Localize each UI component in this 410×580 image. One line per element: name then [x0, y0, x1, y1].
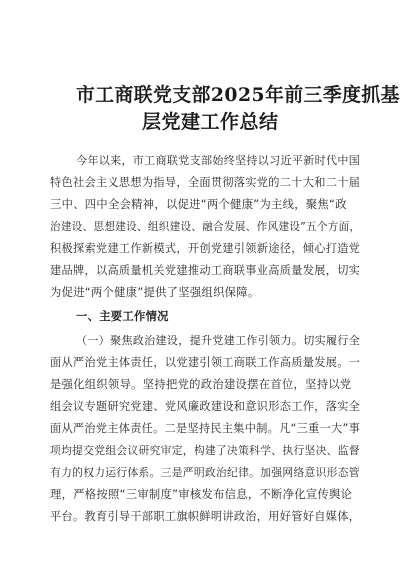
paragraph-line: 项均提交党组会议研究审定，构建了决策科学、执行坚决、监督 [50, 444, 360, 457]
paragraph-line: 三中、四中全会精神，以促进“两个健康”为主线，聚焦“政 [50, 198, 347, 211]
paragraph-line: 是强化组织领导。坚持把党的政治建设摆在首位，坚持以党 [50, 378, 352, 391]
paragraph-line: 面从严治党主体责任，以党建引领工商联工作高质量发展。一 [50, 356, 361, 369]
paragraph-line: 积极探索党建工作新模式，开创党建引领新途径，倾心打造党 [50, 242, 361, 255]
paragraph-line: 理，严格按照“三审制度”审核发布信息，不断净化宣传舆论 [50, 488, 353, 501]
paragraph-line: 今年以来，市工商联党支部始终坚持以习近平新时代中国 [76, 154, 361, 167]
paragraph-line: 为促进“两个健康”提供了坚强组织保障。 [50, 286, 260, 299]
paragraph-line: （一）聚焦政治建设，提升党建工作引领力。切实履行全 [76, 334, 361, 347]
paragraph-line: 平台。教育引导干部职工旗帜鲜明讲政治，用好管好自媒体， [50, 510, 361, 523]
paragraph-line: 面从严治党主体责任。二是坚持民主集中制。凡“三重一大”事 [50, 422, 361, 435]
paragraph-line: 建品牌，以高质量机关党建推动工商联事业高质量发展，切实 [50, 264, 361, 277]
title-line-1: 市工商联党支部2025年前三季度抓基 [76, 84, 400, 106]
paragraph-line: 治建设、思想建设、组织建设、融合发展、作风建设”五个方面， [50, 221, 361, 233]
paragraph-line: 组会议专题研究党建、党风廉政建设和意识形态工作，落实全 [50, 400, 361, 413]
section-heading: 一、主要工作情况 [76, 310, 169, 323]
title-line-2: 层党建工作总结 [142, 111, 279, 133]
paragraph-line: 特色社会主义思想为指导，全面贯彻落实党的二十大和二十届 [50, 176, 361, 189]
paragraph-line: 有力的权力运行体系。三是严明政治纪律。加强网络意识形态管 [50, 466, 360, 479]
